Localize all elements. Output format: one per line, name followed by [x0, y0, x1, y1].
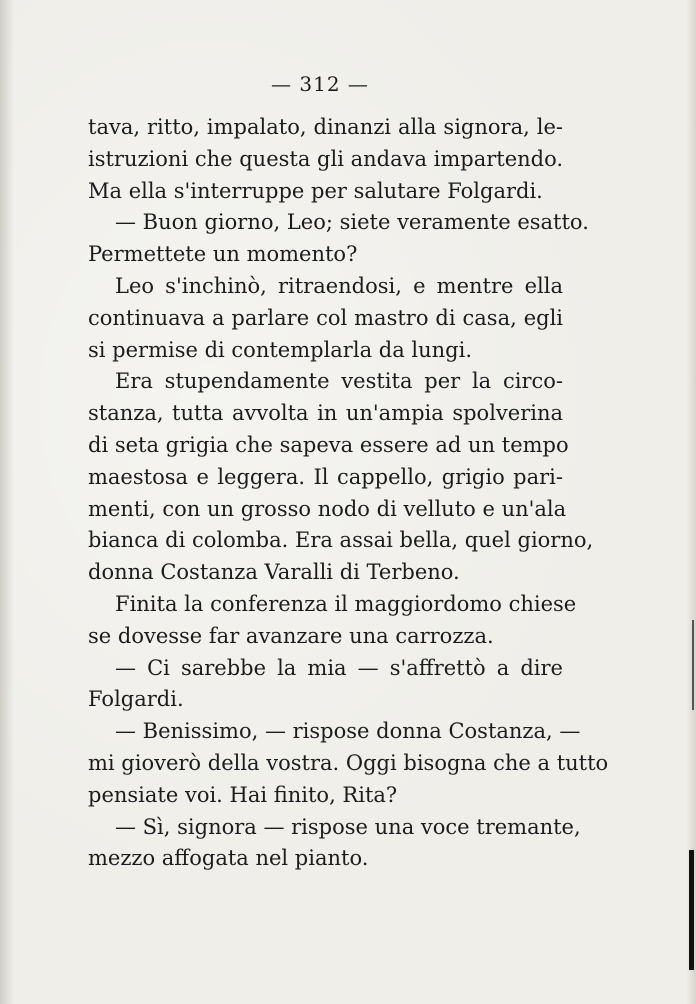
- text-line: — Sì, signora — rispose una voce tremante,: [115, 814, 581, 839]
- paragraph: [88, 716, 609, 811]
- text-line: bianca di colomba. Era assai bella, quel giorno,: [88, 528, 594, 553]
- page-gutter-shadow: [0, 0, 14, 1004]
- paragraph: [88, 207, 589, 271]
- text-line: si permise di contemplarla da lungi.: [88, 337, 472, 362]
- paragraph: [88, 589, 577, 653]
- paragraph: [88, 366, 594, 589]
- paragraph: [88, 812, 581, 876]
- paragraph: [88, 271, 563, 366]
- text-line: tava, ritto, impalato, dinanzi alla signora, le-: [88, 115, 563, 139]
- text-line: — Buon giorno, Leo; siete veramente esatto.: [115, 210, 589, 235]
- text-line: maestosa e leggera. Il cappello, grigio pari-: [88, 464, 563, 489]
- text-line: Folgardi.: [88, 687, 184, 712]
- text-line: — Ci sarebbe la mia — s'affrettò a dire: [115, 655, 563, 680]
- text-line: pensiate voi. Hai finito, Rita?: [88, 782, 398, 807]
- text-line: Ma ella s'interruppe per salutare Folgardi.: [88, 178, 543, 203]
- paragraph: [88, 112, 563, 207]
- paragraph: [88, 653, 563, 717]
- page-number: — 312 —: [271, 72, 369, 96]
- text-line: — Benissimo, — rispose donna Costanza, —: [115, 719, 581, 744]
- text-line: Leo s'inchinò, ritraendosi, e mentre ella: [115, 273, 563, 298]
- text-line: se dovesse far avanzare una carrozza.: [88, 623, 494, 648]
- text-line: istruzioni che questa gli andava impartendo.: [88, 146, 564, 171]
- text-line: Permettete un momento?: [88, 242, 358, 267]
- text-line: donna Costanza Varalli di Terbeno.: [88, 560, 460, 585]
- text-line: stanza, tutta avvolta in un'ampia spolverina: [88, 401, 563, 426]
- text-line: mezzo affogata nel pianto.: [88, 846, 369, 871]
- text-line: Finita la conferenza il maggiordomo chiese: [115, 591, 577, 616]
- binding-mark: [689, 850, 694, 970]
- binding-mark: [692, 620, 694, 710]
- text-line: continuava a parlare col mastro di casa, egli: [88, 305, 563, 330]
- text-line: Era stupendamente vestita per la circo-: [115, 369, 563, 394]
- text-line: menti, con un grosso nodo di velluto e un'ala: [88, 496, 567, 521]
- text-line: mi gioverò della vostra. Oggi bisogna che a tutto: [88, 750, 609, 775]
- body-text: [88, 112, 609, 875]
- text-line: di seta grigia che sapeva essere ad un tempo: [88, 432, 569, 457]
